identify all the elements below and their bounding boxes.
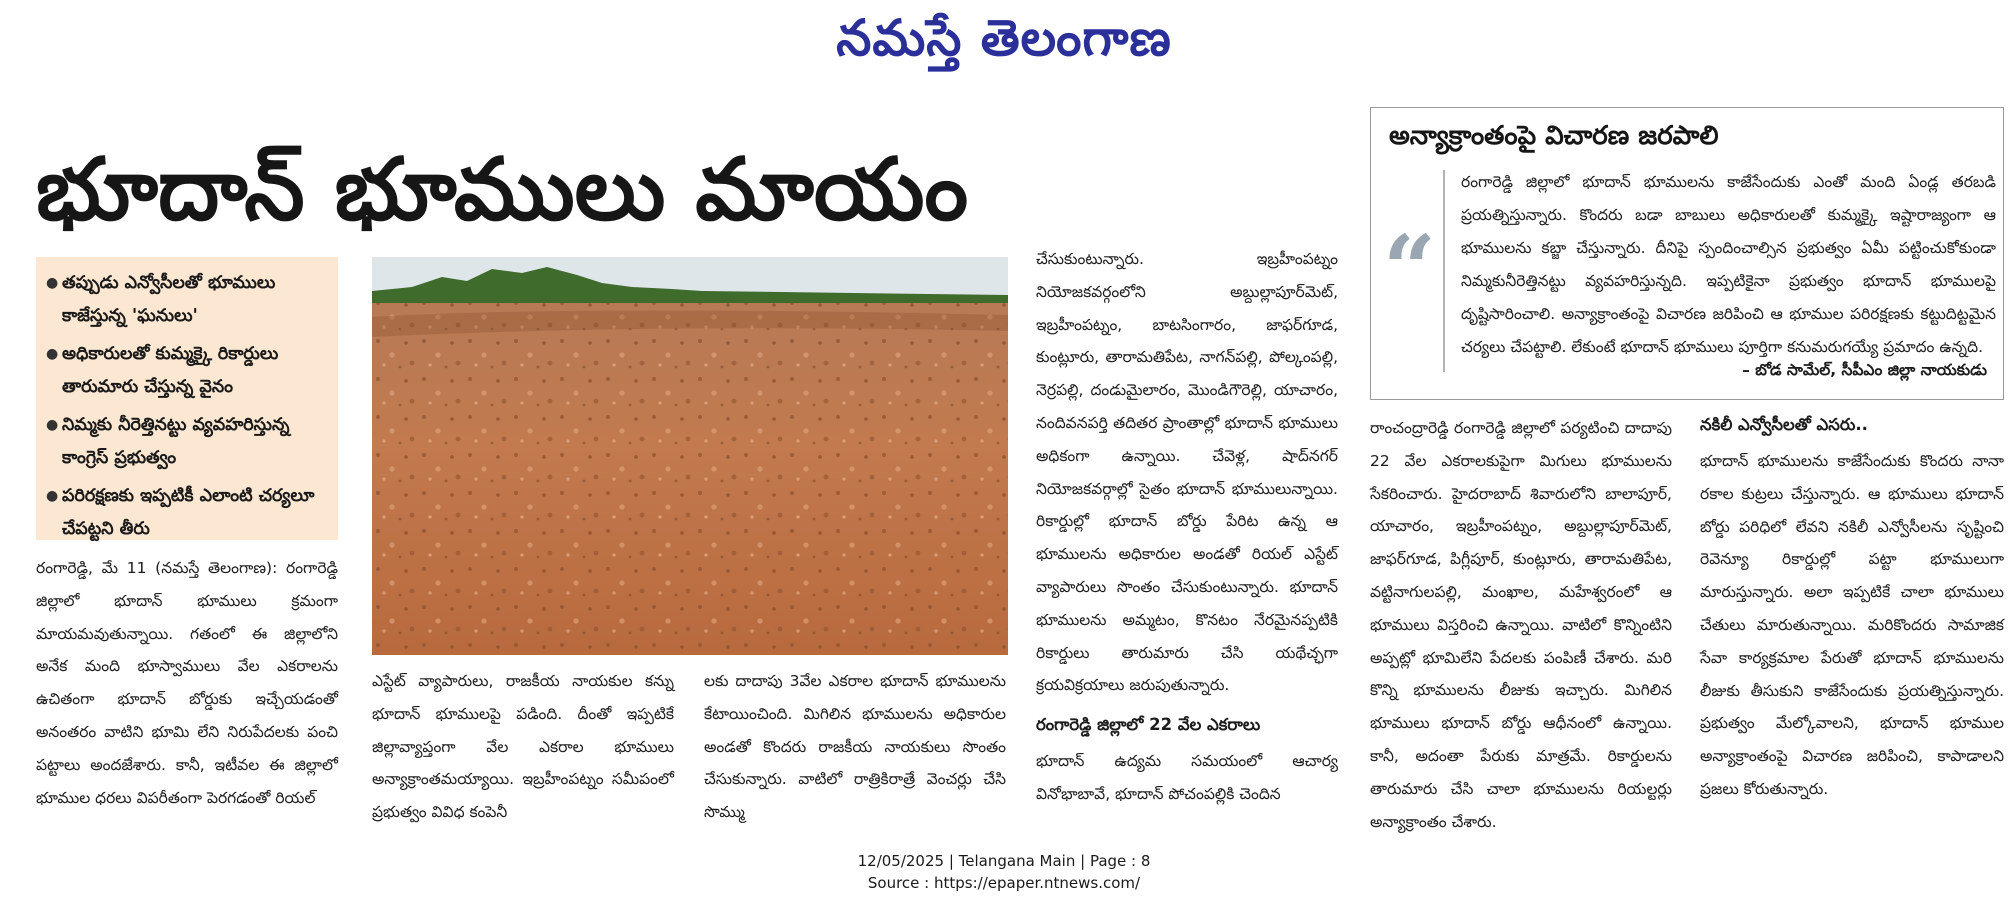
quote-body: రంగారెడ్డి జిల్లాలో భూదాన్ భూములను కాజేసేందుకు ఎంతో మంది ఏండ్ల తరబడి ప్రయత్నిస్తున్నారు. కొందరు బడా బాబులు అధికారులతో కుమ్మక్కై ఇష్టారాజ్యంగా ఆ భూములను కబ్జా చేస్తున్నారు. దీనిపై స్పందించాల్సిన ప్రభుత్వం ఏమీ పట్టించుకోకుండా నిమ్మకునీరెత్తినట్టు వ్యవహరిస్తున్నది. ఇప్పటికైనా ప్రభుత్వం భూదాన్ భూములపై దృష్టిసారించాలి. అన్యాక్రాంతంపై విచారణ జరిపించి ఆ భూముల పరిరక్షణకు కట్టుదిట్టమైన చర్యలు చేపట్టాలి. లేకుంటే భూదాన్ భూములు పూర్తిగా కనుమరుగయ్యే ప్రమాదం ఉన్నది. xyxy=(1461,173,1996,356)
section-subhead: రంగారెడ్డి జిల్లాలో 22 వేల ఎకరాలు xyxy=(1036,715,1261,735)
bullet-icon: ● xyxy=(46,346,59,362)
article-column-6 xyxy=(1700,408,2004,806)
highlights-box xyxy=(36,257,338,540)
highlight-item xyxy=(46,480,330,546)
article-column-1 xyxy=(36,552,338,814)
land-photo xyxy=(372,257,1008,655)
highlight-text: నిమ్మకు నీరెత్తినట్టు వ్యవహరిస్తున్న కాంగ్రెస్ ప్రభుత్వం xyxy=(62,415,290,468)
article-paragraph: భూదాన్ ఉద్యమ సమయంలో ఆచార్య వినోభాబావే, భూదాన్ పోచంపల్లికి చెందిన xyxy=(1036,752,1338,803)
article-paragraph: ఎస్టేట్ వ్యాపారులు, రాజకీయ నాయకుల కన్ను భూదాన్ భూములపై పడింది. దీంతో ఇప్పటికే జిల్లావ్యాప్తంగా వేల ఎకరాల భూములు అన్యాక్రాంతమయ్యాయి. ఇబ్రహీంపట్నం సమీపంలో ప్రభుత్వం వివిధ కంపెనీ xyxy=(372,672,674,822)
quote-signature: – బోడ సామేల్, సీపీఎం జిల్లా నాయకుడు xyxy=(1742,361,1987,379)
article-paragraph: భూదాన్ భూములను కాజేసేందుకు కొందరు నానా రకాల కుట్రలు చేస్తున్నారు. ఆ భూములు భూదాన్ బోర్డు పరిధిలో లేవని నకిలీ ఎన్వోసీలను సృష్టించి రెవెన్యూ రికార్డుల్లో పట్టా భూములుగా మారుస్తున్నారు. అలా ఇప్పటికే చాలా భూములు చేతులు మారుతున్నాయి. మరికొందరు సామాజిక సేవా కార్యక్రమాల పేరుతో భూదాన్ భూములను లీజుకు తీసుకుని కాజేసేందుకు ప్రయత్నిస్తున్నారు. ప్రభుత్వం మేల్కోవాలని, భూదాన్ భూముల అన్యాక్రాంతంపై విచారణ జరిపించి, కాపాడాలని ప్రజలు కోరుతున్నారు. xyxy=(1700,452,2004,798)
bullet-icon: ● xyxy=(46,417,59,433)
bullet-icon: ● xyxy=(46,275,59,291)
quote-icon: “ xyxy=(1383,215,1436,323)
headline: భూదాన్ భూములు మాయం xyxy=(36,140,969,240)
bullet-icon: ● xyxy=(46,488,59,504)
article-paragraph: లకు దాదాపు 3వేల ఎకరాల భూదాన్ భూములను కేటాయించింది. మిగిలిన భూములను అధికారుల అండతో కొందరు రాజకీయ నాయకులు సొంతం చేసుకున్నారు. వాటిలో రాత్రికిరాత్రే వెంచర్లు చేసి సొమ్ము xyxy=(704,672,1006,822)
article-paragraph: రాంచంద్రారెడ్డి రంగారెడ్డి జిల్లాలో పర్యటించి దాదాపు 22 వేల ఎకరాలకుపైగా మిగులు భూములను సేకరించారు. హైదరాబాద్ శివారులోని బాలాపూర్, యాచారం, ఇబ్రహీంపట్నం, అబ్దుల్లాపూర్‌మెట్, జాఫర్‌గూడ, పిగ్లీపూర్, కుంట్లూరు, తారామతిపేట, వట్టినాగులపల్లి, మంఖాల, మహేశ్వరంలో ఆ భూములు విస్తరించి ఉన్నాయి. వాటిలో కొన్నింటిని అప్పట్లో భూమిలేని పేదలకు పంపిణీ చేశారు. మరి కొన్ని భూములను లీజుకు ఇచ్చారు. మిగిలిన భూములు భూదాన్ బోర్డు ఆధీనంలో ఉన్నాయి. కానీ, అదంతా పేరుకు మాత్రమే. రికార్డులను తారుమారు చేసి చాలా భూములను రియల్టర్లు అన్యాక్రాంతం చేశారు. xyxy=(1370,419,1672,831)
article-column-5 xyxy=(1370,412,1672,838)
highlight-text: తప్పుడు ఎన్వోసీలతో భూములు కాజేస్తున్న 'ఘనులు' xyxy=(62,273,276,326)
highlight-text: పరిరక్షణకు ఇప్పటికీ ఎలాంటి చర్యలూ చేపట్టని తీరు xyxy=(62,486,315,539)
quote-box xyxy=(1370,107,2004,400)
edition-info: 12/05/2025 | Telangana Main | Page : 8 xyxy=(857,852,1151,870)
highlight-item xyxy=(46,338,330,404)
masthead: నమస్తే తెలంగాణ xyxy=(836,8,1172,67)
land-photo-image xyxy=(372,257,1008,655)
article-column-2 xyxy=(372,665,674,829)
footer xyxy=(0,850,2008,894)
article-paragraph: చేసుకుంటున్నారు. ఇబ్రహీంపట్నం నియోజకవర్గంలోని అబ్దుల్లాపూర్‌మెట్, ఇబ్రహీంపట్నం, బాటసింగారం, జాఫర్‌గూడ, కుంట్లూరు, తారామతిపేట, నాగన్‌పల్లి, పోల్కంపల్లి, నెర్రపల్లి, దండుమైలారం, మొండిగౌరెల్లి, యాచారం, నందివనపర్తి తదితర ప్రాంతాల్లో భూదాన్ భూములు అధికంగా ఉన్నాయి. చేవెళ్ల, షాద్‌నగర్ నియోజకవర్గాల్లో సైతం భూదాన్ భూములున్నాయి. రికార్డుల్లో భూదాన్ బోర్డు పేరిట ఉన్న ఆ భూములను అధికారుల అండతో రియల్ ఎస్టేట్ వ్యాపారులు సొంతం చేసుకుంటున్నారు. భూదాన్ భూములను అమ్మటం, కొనటం నేరమైనప్పటికి రికార్డులు తారుమారు చేసి యథేచ్ఛగా క్రయవిక్రయాలు జరుపుతున్నారు. xyxy=(1036,250,1338,695)
section-subhead: నకిలీ ఎన్వోసీలతో ఎసరు.. xyxy=(1700,415,1868,434)
highlight-item xyxy=(46,267,330,333)
soil-texture xyxy=(372,303,1008,655)
article-column-3 xyxy=(704,665,1006,829)
highlight-text: అధికారులతో కుమ్మక్కై రికార్డులు తారుమారు చేస్తున్న వైనం xyxy=(62,344,279,397)
article-lead: రంగారెడ్డి, మే 11 (నమస్తే తెలంగాణ): రంగారెడ్డి జిల్లాలో భూదాన్ భూములు క్రమంగా మాయమవుతున్నాయి. గతంలో ఈ జిల్లాలోని అనేక మంది భూస్వాములు వేల ఎకరాలను ఉచితంగా భూదాన్ బోర్డుకు ఇచ్చేయడంతో అనంతరం వాటిని భూమి లేని నిరుపేదలకు పంచి పట్టాలు అందజేశారు. కానీ, ఇటీవల ఈ జిల్లాలో భూముల ధరలు విపరీతంగా పెరగడంతో రియల్ xyxy=(36,559,338,807)
source-link[interactable]: Source : https://epaper.ntnews.com/ xyxy=(867,874,1141,892)
article-column-4 xyxy=(1036,243,1338,811)
quote-rule xyxy=(1443,170,1445,372)
quote-box-title: అన్యాక్రాంతంపై విచారణ జరపాలి xyxy=(1389,121,1719,151)
highlight-item xyxy=(46,409,330,475)
